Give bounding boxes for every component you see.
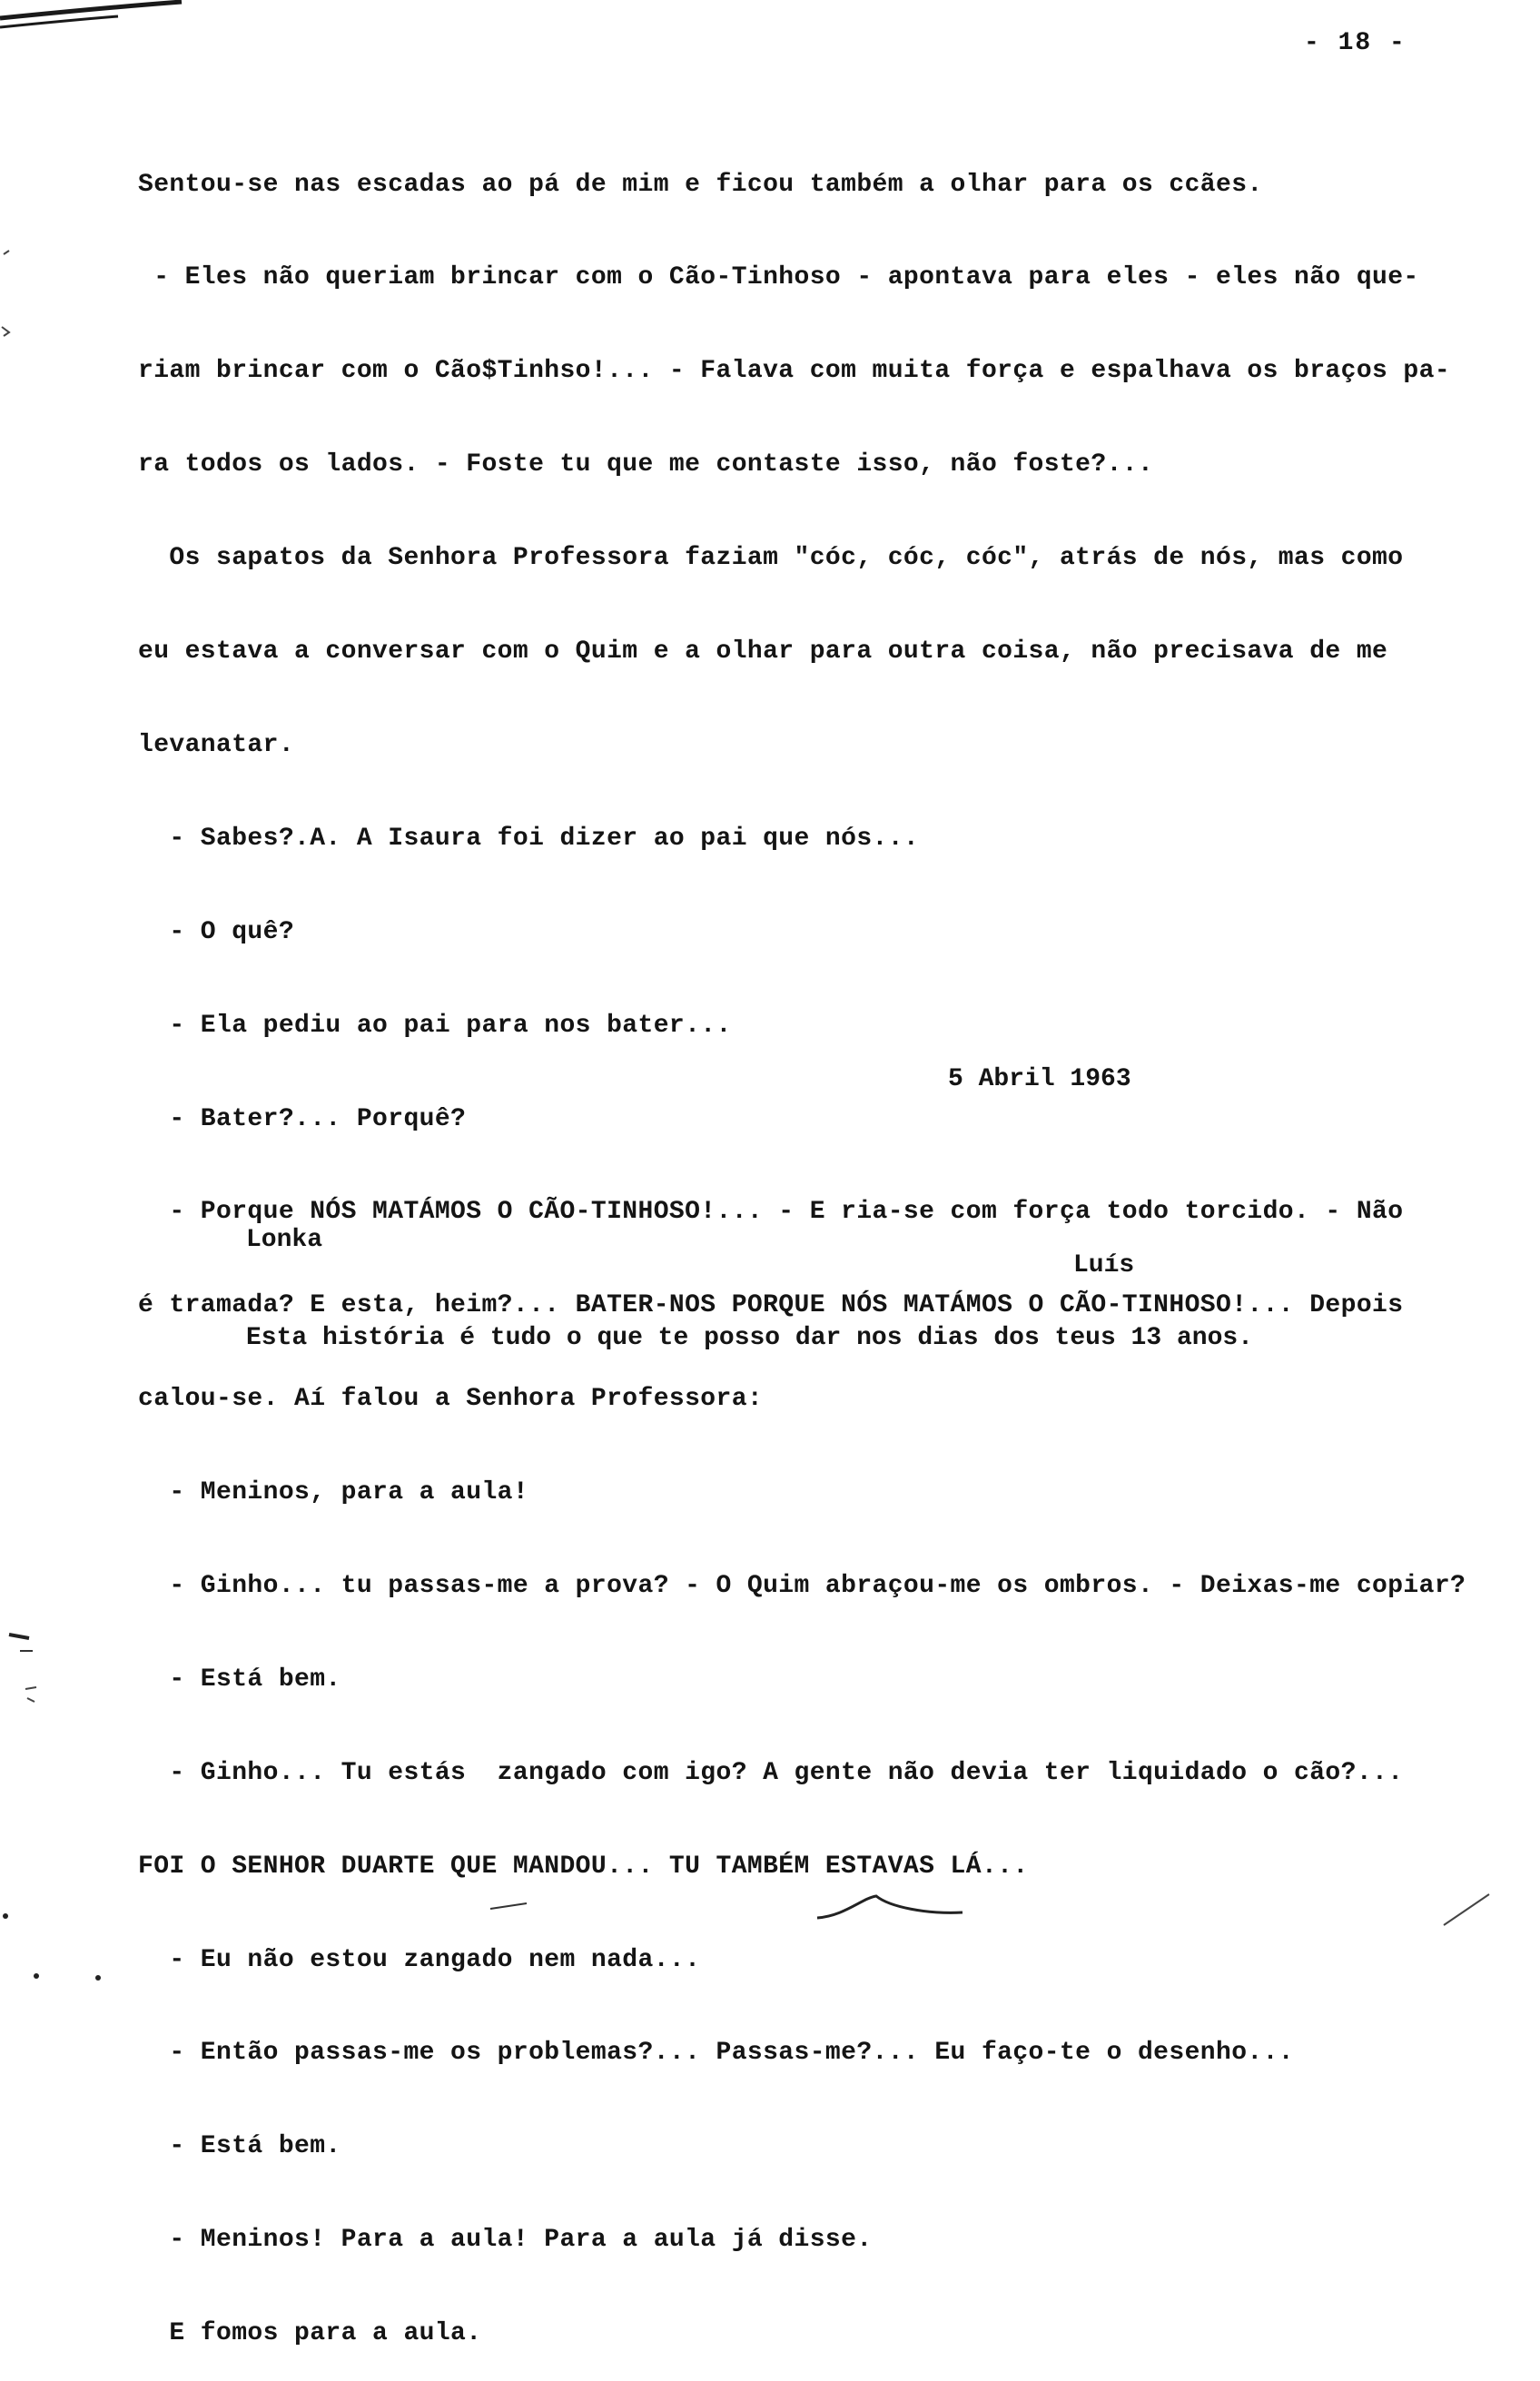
text-line: - Ela pediu ao pai para nos bater... xyxy=(138,1011,732,1040)
text-line: - Está bem. xyxy=(138,1665,341,1694)
text-line: Os sapatos da Senhora Professora faziam "cóc, cóc, cóc", atrás de nós, mas como xyxy=(138,544,1404,573)
signature: Luís xyxy=(1073,1251,1135,1279)
text-line: - Porque NÓS MATÁMOS O CÃO-TINHOSO!... - E ria-se com força todo torcido. - Não xyxy=(138,1198,1404,1227)
text-line: - Sabes?.A. A Isaura foi dizer ao pai que nós... xyxy=(138,824,920,853)
text-line: ra todos os lados. - Foste tu que me contaste isso, não foste?... xyxy=(138,450,1154,479)
text-line: é tramada? E esta, heim?... BATER-NOS PORQUE NÓS MATÁMOS O CÃO-TINHOSO!... Depois xyxy=(138,1291,1404,1320)
text-line: - Eles não queriam brincar com o Cão-Tinhoso - apontava para eles - eles não que- xyxy=(138,263,1419,292)
margin-specks xyxy=(0,227,54,1771)
text-line: Sentou-se nas escadas ao pá de mim e ficou também a olhar para os ccães. xyxy=(138,170,1263,199)
text-line: - Está bem. xyxy=(138,2132,341,2161)
dedication-text: Esta história é tudo o que te posso dar nos dias dos teus 13 anos. xyxy=(246,1324,1253,1352)
dedication-recipient: Lonka xyxy=(246,1226,323,1254)
text-line: riam brincar com o Cão$Tinhso!... - Falava com muita força e espalhava os braços pa- xyxy=(138,357,1451,386)
text-line: - Meninos, para a aula! xyxy=(138,1478,529,1507)
text-line: - Bater?... Porquê? xyxy=(138,1104,467,1133)
text-line: - Ginho... Tu estás zangado com igo? A gente não devia ter liquidado o cão?... xyxy=(138,1758,1404,1787)
text-line: - Então passas-me os problemas?... Passas-me?... Eu faço-te o desenho... xyxy=(138,2039,1295,2068)
text-line: E fomos para a aula. xyxy=(138,2319,482,2348)
date: 5 Abril 1963 xyxy=(948,1065,1131,1093)
text-line: - Eu não estou zangado nem nada... xyxy=(138,1945,701,1974)
text-line: FOI O SENHOR DUARTE QUE MANDOU... TU TAMBÉM ESTAVAS LÁ... xyxy=(138,1852,1029,1881)
page-number: - 18 - xyxy=(1304,29,1407,57)
text-line: - O quê? xyxy=(138,917,295,946)
text-line: - Ginho... tu passas-me a prova? - O Quim abraçou-me os ombros. - Deixas-me copiar? xyxy=(138,1571,1466,1600)
text-line: - Meninos! Para a aula! Para a aula já disse. xyxy=(138,2226,873,2255)
text-line: eu estava a conversar com o Quim e a olhar para outra coisa, não precisava de me xyxy=(138,637,1388,667)
scan-smudge-top xyxy=(0,0,218,54)
text-line: calou-se. Aí falou a Senhora Professora: xyxy=(138,1385,764,1414)
text-line: levanatar. xyxy=(138,730,295,759)
